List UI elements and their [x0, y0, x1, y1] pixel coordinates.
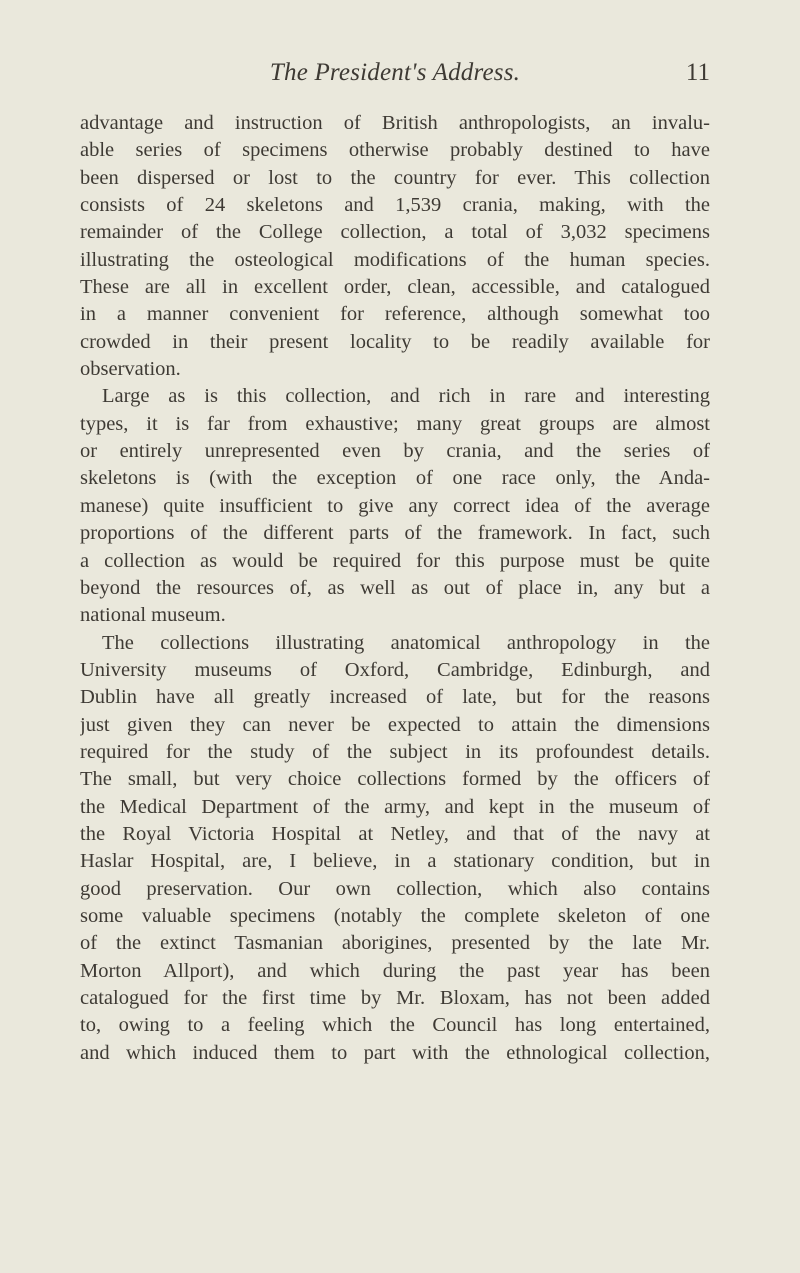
text-line: Dublin have all greatly increased of late, but for the reasons: [80, 686, 710, 709]
text-line: illustrating the osteological modifications of the human species.: [80, 248, 710, 271]
text-line: beyond the resources of, as well as out of place in, any but a: [80, 576, 710, 599]
text-line: consists of 24 skeletons and 1,539 crania, making, with the: [80, 194, 710, 217]
text-line: advantage and instruction of British anthropologists, an invalu-: [80, 112, 710, 134]
text-line: in a manner convenient for reference, although somewhat too: [80, 303, 710, 326]
paragraph-first-line: The collections illustrating anatomical anthropology in the: [102, 631, 710, 654]
text-line: to, owing to a feeling which the Council has long entertained,: [80, 1014, 710, 1037]
text-line: or entirely unrepresented even by crania, and the series of: [80, 440, 710, 463]
text-line: able series of specimens otherwise probably destined to have: [80, 139, 710, 162]
text-line: manese) quite insufficient to give any correct idea of the average: [80, 494, 710, 517]
running-title: The President's Address.: [269, 59, 521, 86]
text-line: national museum.: [80, 604, 226, 627]
text-line: These are all in excellent order, clean, accessible, and catalogued: [80, 276, 710, 299]
text-line: and which induced them to part with the ethnological collection,: [80, 1041, 710, 1064]
text-line: proportions of the different parts of the framework. In fact, such: [80, 522, 710, 545]
text-line: The small, but very choice collections formed by the officers of: [80, 768, 710, 791]
text-line: the Medical Department of the army, and kept in the museum of: [80, 795, 710, 818]
text-line: Morton Allport), and which during the past year has been: [80, 959, 710, 982]
body-text: [80, 110, 710, 1067]
text-line: crowded in their present locality to be readily available for: [80, 330, 710, 353]
page-number: 11: [685, 59, 710, 86]
text-line: required for the study of the subject in its profoundest details.: [80, 740, 710, 763]
text-line: good preservation. Our own collection, which also contains: [80, 877, 710, 900]
text-line: just given they can never be expected to attain the dimensions: [80, 713, 710, 736]
text-line: been dispersed or lost to the country for ever. This collection: [80, 166, 710, 189]
text-line: catalogued for the first time by Mr. Bloxam, has not been added: [80, 987, 710, 1009]
text-line: observation.: [80, 358, 181, 381]
text-line: some valuable specimens (notably the complete skeleton of one: [80, 904, 710, 927]
text-line: University museums of Oxford, Cambridge, Edinburgh, and: [80, 658, 710, 681]
text-line: remainder of the College collection, a total of 3,032 specimens: [80, 221, 710, 244]
text-line: a collection as would be required for this purpose must be quite: [80, 549, 710, 572]
text-line: of the extinct Tasmanian aborigines, presented by the late Mr.: [80, 932, 710, 955]
page-header: [80, 57, 710, 89]
paragraph-first-line: Large as is this collection, and rich in rare and interesting: [102, 385, 710, 408]
text-line: Haslar Hospital, are, I believe, in a stationary condition, but in: [80, 850, 710, 873]
text-line: the Royal Victoria Hospital at Netley, and that of the navy at: [80, 822, 710, 845]
text-line: skeletons is (with the exception of one race only, the Anda-: [80, 467, 710, 490]
text-line: types, it is far from exhaustive; many great groups are almost: [80, 412, 710, 435]
